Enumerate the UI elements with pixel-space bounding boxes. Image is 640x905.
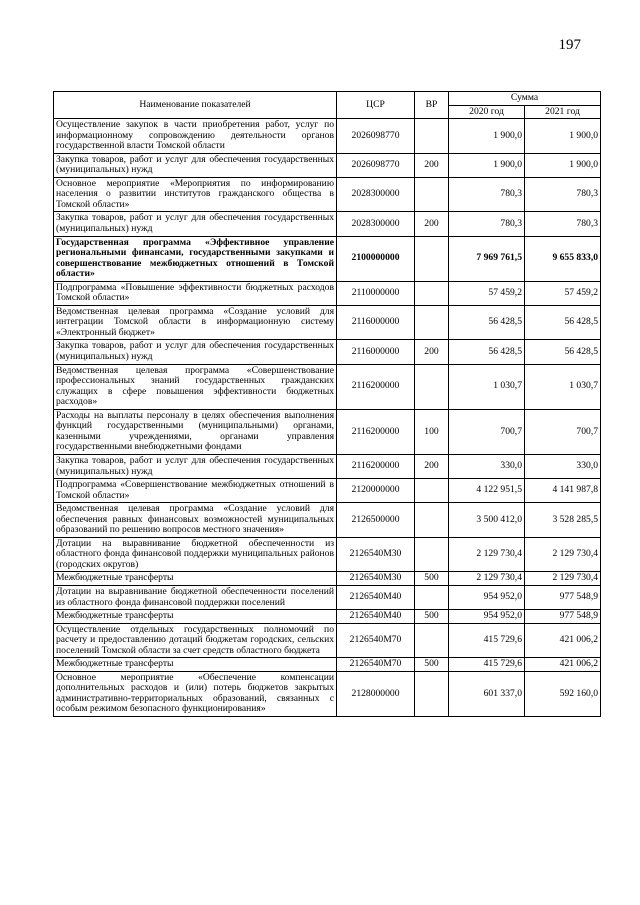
page-number: 197: [558, 37, 581, 53]
table-row: [54, 119, 601, 154]
row-sum-2021-cell: 4 141 987,8: [525, 479, 601, 503]
row-csr-cell: 2126500000: [337, 503, 415, 538]
row-csr-cell: 2116200000: [337, 364, 415, 409]
row-sum-2021-cell: 330,0: [525, 454, 601, 478]
row-vr-cell: 200: [415, 212, 449, 236]
row-csr-cell: 2100000000: [337, 236, 415, 281]
row-name-cell: Закупка товаров, работ и услуг для обеспечения государственных (муниципальных) нужд: [54, 340, 337, 364]
table-header: [54, 92, 601, 119]
row-csr-cell: 2116000000: [337, 340, 415, 364]
row-sum-2021-cell: 780,3: [525, 212, 601, 236]
row-sum-2021-cell: 421 006,2: [525, 623, 601, 658]
row-sum-2020-cell: 56 428,5: [449, 305, 525, 340]
row-csr-cell: 2126540М40: [337, 585, 415, 609]
row-vr-cell: 500: [415, 572, 449, 586]
row-sum-2020-cell: 4 122 951,5: [449, 479, 525, 503]
row-sum-2021-cell: 2 129 730,4: [525, 572, 601, 586]
row-vr-cell: [415, 281, 449, 305]
table-row: [54, 479, 601, 503]
row-sum-2021-cell: 977 548,9: [525, 585, 601, 609]
table-row: [54, 572, 601, 586]
row-sum-2021-cell: 780,3: [525, 177, 601, 212]
row-sum-2020-cell: 3 500 412,0: [449, 503, 525, 538]
row-sum-2021-cell: 977 548,9: [525, 610, 601, 624]
row-csr-cell: 2126540М70: [337, 623, 415, 658]
row-csr-cell: 2126540М30: [337, 572, 415, 586]
row-csr-cell: 2128000000: [337, 671, 415, 716]
row-sum-2020-cell: 2 129 730,4: [449, 537, 525, 572]
row-name-cell: Дотации на выравнивание бюджетной обеспеченности поселений из областного фонда финансовой поддержки поселений: [54, 585, 337, 609]
table-row: [54, 340, 601, 364]
row-sum-2020-cell: 780,3: [449, 177, 525, 212]
row-sum-2020-cell: 1 030,7: [449, 364, 525, 409]
header-year-2020: 2020 год: [449, 105, 525, 119]
row-name-cell: Ведомственная целевая программа «Создание условий для интеграции Томской области в информационную систему «Электронный бюджет»: [54, 305, 337, 340]
table-row: [54, 658, 601, 672]
row-sum-2021-cell: 421 006,2: [525, 658, 601, 672]
row-vr-cell: 200: [415, 153, 449, 177]
row-sum-2020-cell: 954 952,0: [449, 610, 525, 624]
row-name-cell: Осуществление отдельных государственных полномочий по расчету и предоставлению дотаций бюджетам городских, сельских поселений Томской области за счет средств областного бюджета: [54, 623, 337, 658]
row-vr-cell: [415, 305, 449, 340]
row-sum-2021-cell: 1 030,7: [525, 364, 601, 409]
row-vr-cell: 200: [415, 454, 449, 478]
row-name-cell: Дотации на выравнивание бюджетной обеспеченности из областного фонда финансовой поддержки муниципальных районов (городских округов): [54, 537, 337, 572]
row-sum-2020-cell: 56 428,5: [449, 340, 525, 364]
row-vr-cell: [415, 479, 449, 503]
header-csr: ЦСР: [337, 92, 415, 119]
row-vr-cell: [415, 623, 449, 658]
row-name-cell: Государственная программа «Эффективное управление региональными финансами, государственными закупками и совершенствование межбюджетных отношений в Томской области»: [54, 236, 337, 281]
row-name-cell: Основное мероприятие «Обеспечение компенсации дополнительных расходов и (или) потерь бюджетов закрытых административно-территориальных образований, связанных с особым режимом безопасного функционирования»: [54, 671, 337, 716]
row-sum-2020-cell: 57 459,2: [449, 281, 525, 305]
row-name-cell: Основное мероприятие «Мероприятия по информированию населения о развитии институтов гражданского общества в Томской области»: [54, 177, 337, 212]
row-csr-cell: 2120000000: [337, 479, 415, 503]
row-sum-2020-cell: 7 969 761,5: [449, 236, 525, 281]
row-sum-2020-cell: 954 952,0: [449, 585, 525, 609]
row-csr-cell: 2028300000: [337, 177, 415, 212]
row-vr-cell: 500: [415, 658, 449, 672]
row-name-cell: Межбюджетные трансферты: [54, 658, 337, 672]
row-name-cell: Осуществление закупок в части приобретения работ, услуг по информационному сопровождению деятельности органов государственной власти Томской области: [54, 119, 337, 154]
row-csr-cell: 2026098770: [337, 153, 415, 177]
row-csr-cell: 2126540М70: [337, 658, 415, 672]
row-sum-2020-cell: 700,7: [449, 409, 525, 454]
row-sum-2021-cell: 592 160,0: [525, 671, 601, 716]
row-sum-2021-cell: 1 900,0: [525, 153, 601, 177]
table-body: [54, 119, 601, 717]
row-name-cell: Подпрограмма «Повышение эффективности бюджетных расходов Томской области»: [54, 281, 337, 305]
row-vr-cell: 500: [415, 610, 449, 624]
row-sum-2021-cell: 56 428,5: [525, 340, 601, 364]
table-row: [54, 305, 601, 340]
row-vr-cell: [415, 177, 449, 212]
row-name-cell: Закупка товаров, работ и услуг для обеспечения государственных (муниципальных) нужд: [54, 454, 337, 478]
table-row: [54, 364, 601, 409]
row-sum-2020-cell: 415 729,6: [449, 623, 525, 658]
row-sum-2021-cell: 3 528 285,5: [525, 503, 601, 538]
row-csr-cell: 2116200000: [337, 409, 415, 454]
table-row: [54, 153, 601, 177]
table-row: [54, 503, 601, 538]
row-vr-cell: [415, 671, 449, 716]
row-csr-cell: 2110000000: [337, 281, 415, 305]
table-row: [54, 537, 601, 572]
header-name: Наименование показателей: [54, 92, 337, 119]
row-csr-cell: 2116000000: [337, 305, 415, 340]
table-row: [54, 236, 601, 281]
table-row: [54, 623, 601, 658]
row-csr-cell: 2126540М40: [337, 610, 415, 624]
row-sum-2020-cell: 601 337,0: [449, 671, 525, 716]
row-sum-2020-cell: 1 900,0: [449, 119, 525, 154]
row-name-cell: Межбюджетные трансферты: [54, 610, 337, 624]
table-row: [54, 281, 601, 305]
row-vr-cell: [415, 119, 449, 154]
table-row: [54, 671, 601, 716]
row-csr-cell: 2126540М30: [337, 537, 415, 572]
row-vr-cell: [415, 364, 449, 409]
row-vr-cell: 200: [415, 340, 449, 364]
header-vr: ВР: [415, 92, 449, 119]
table-row: [54, 409, 601, 454]
row-sum-2021-cell: 57 459,2: [525, 281, 601, 305]
row-vr-cell: [415, 503, 449, 538]
row-sum-2021-cell: 2 129 730,4: [525, 537, 601, 572]
table-row: [54, 610, 601, 624]
header-year-2021: 2021 год: [525, 105, 601, 119]
budget-table: [53, 91, 601, 717]
row-name-cell: Закупка товаров, работ и услуг для обеспечения государственных (муниципальных) нужд: [54, 212, 337, 236]
row-csr-cell: 2026098770: [337, 119, 415, 154]
row-sum-2021-cell: 700,7: [525, 409, 601, 454]
row-name-cell: Ведомственная целевая программа «Совершенствование профессиональных знаний государственных гражданских служащих в сфере повышения эффективности бюджетных расходов»: [54, 364, 337, 409]
row-csr-cell: 2028300000: [337, 212, 415, 236]
row-vr-cell: [415, 236, 449, 281]
row-name-cell: Расходы на выплаты персоналу в целях обеспечения выполнения функций государственными (муниципальными) органами, казенными учреждениями, органами управления государственными внебюджетными фондами: [54, 409, 337, 454]
row-vr-cell: [415, 537, 449, 572]
row-sum-2020-cell: 415 729,6: [449, 658, 525, 672]
row-sum-2021-cell: 1 900,0: [525, 119, 601, 154]
table-row: [54, 177, 601, 212]
row-vr-cell: 100: [415, 409, 449, 454]
table-row: [54, 585, 601, 609]
row-sum-2021-cell: 56 428,5: [525, 305, 601, 340]
row-sum-2021-cell: 9 655 833,0: [525, 236, 601, 281]
row-name-cell: Ведомственная целевая программа «Создание условий для обеспечения равных финансовых возможностей муниципальных образований по решению вопросов местного значения»: [54, 503, 337, 538]
table-row: [54, 454, 601, 478]
row-name-cell: Подпрограмма «Совершенствование межбюджетных отношений в Томской области»: [54, 479, 337, 503]
row-sum-2020-cell: 780,3: [449, 212, 525, 236]
row-name-cell: Межбюджетные трансферты: [54, 572, 337, 586]
row-sum-2020-cell: 2 129 730,4: [449, 572, 525, 586]
row-name-cell: Закупка товаров, работ и услуг для обеспечения государственных (муниципальных) нужд: [54, 153, 337, 177]
row-vr-cell: [415, 585, 449, 609]
row-csr-cell: 2116200000: [337, 454, 415, 478]
table-row: [54, 212, 601, 236]
row-sum-2020-cell: 1 900,0: [449, 153, 525, 177]
row-sum-2020-cell: 330,0: [449, 454, 525, 478]
header-sum: Сумма: [449, 92, 601, 106]
